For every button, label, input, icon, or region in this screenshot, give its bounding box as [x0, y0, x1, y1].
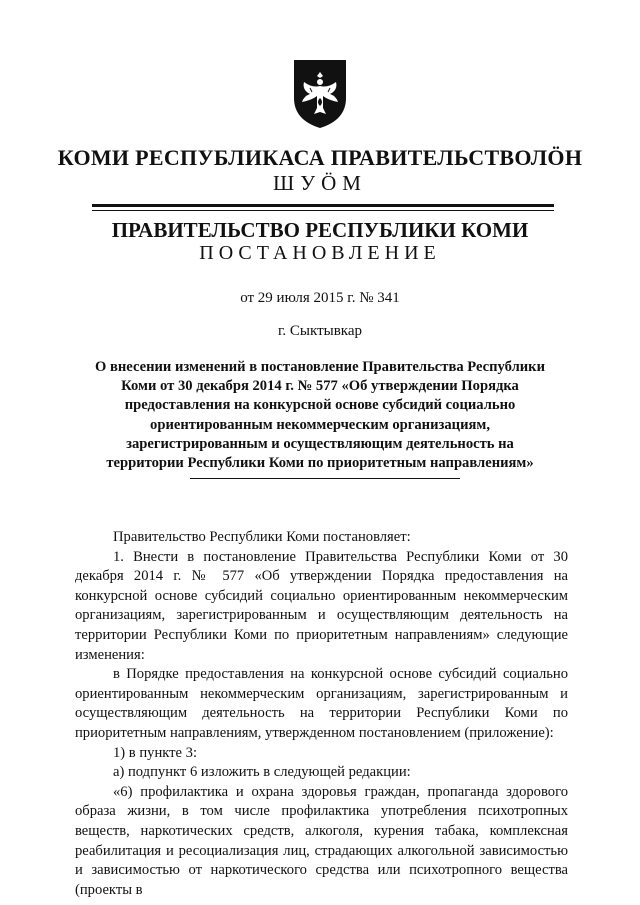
body-paragraph: 1. Внести в постановление Правительства Республики Коми от 30 декабря 2014 г. № 577 «Об утверждении Порядка предоставления на конкурсной основе субсидий социально ориентированным некоммерческим организациям, зарегистрированным и осуществляющим деятельность на территории Республики Коми по приоритетным направлениям» следующие изменения: — [75, 548, 568, 663]
header-divider-thick — [92, 204, 554, 207]
government-title: ПРАВИТЕЛЬСТВО РЕСПУБЛИКИ КОМИ — [111, 218, 529, 242]
body-paragraph: 1) в пункте 3: — [113, 744, 198, 761]
header-divider-thin — [92, 210, 554, 211]
body-paragraph: в Порядке предоставления на конкурсной основе субсидий социально ориентированным некоммерческим организациям, зарегистрированным и осуществляющим деятельность на территории Республики Коми по приоритетным направлениям, утвержденном постановлением (приложение): — [75, 666, 568, 741]
document-type: ПОСТАНОВЛЕНИЕ — [199, 242, 441, 264]
komi-document-type: ШУÖМ — [273, 171, 367, 195]
document-body — [75, 528, 568, 900]
komi-government-title: КОМИ РЕСПУБЛИКАСА ПРАВИТЕЛЬСТВОЛÖН — [57, 145, 583, 170]
document-city: г. Сыктывкар — [277, 323, 363, 339]
heading-underline — [190, 478, 460, 479]
document-date-number: от 29 июля 2015 г. № 341 — [240, 290, 400, 306]
body-paragraph: Правительство Республики Коми постановляет: — [113, 529, 411, 545]
body-paragraph: «6) профилактика и охрана здоровья граждан, пропаганда здорового образа жизни, в том числе профилактика употребления психотропных веществ, наркотических средств, алкоголя, курения табака, комплексная реабилитация и ресоциализация лиц, страдающих алкогольной зависимостью и зависимостью от наркотического средства или психотропного вещества (проекты в — [75, 783, 568, 898]
document-heading: О внесении изменений в постановление Правительства Республики Коми от 30 декабря 2014 г. № 577 «Об утверждении Порядка предоставления на конкурсной основе субсидий социально ориентированным некоммерческим организациям, зарегистрированным и осуществляющим деятельность на территории Республики Коми по приоритетным направлениям» — [95, 359, 545, 472]
komi-coat-of-arms-icon — [290, 58, 350, 130]
body-paragraph: а) подпункт 6 изложить в следующей редакции: — [113, 764, 411, 781]
